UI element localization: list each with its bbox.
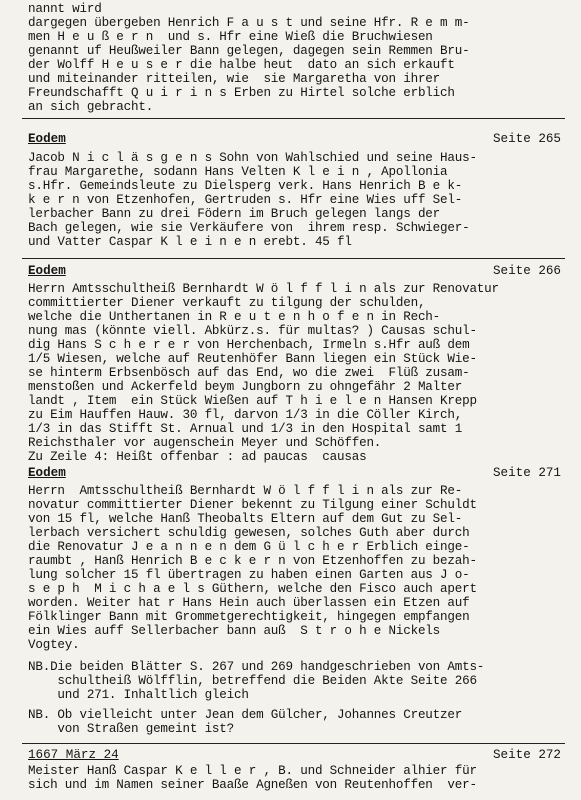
text-line: lerbacher Bann zu drei Födern im Bruch gelegen langs der: [28, 207, 441, 221]
text-line: genannt uf Heußweiler Bann gelegen, dagegen sein Remmen Bru-: [28, 44, 470, 58]
text-line: und miteinander ritteilen, wie sie Margaretha von ihrer: [28, 72, 441, 86]
text-line: Herrn Amtsschultheiß Bernhardt W ö l f f l i n als zur Renovatur: [28, 282, 499, 296]
entry-date: Eodem: [28, 132, 66, 146]
text-line: Meister Hanß Caspar K e l l e r , B. und Schneider alhier für: [28, 764, 477, 778]
divider: [22, 118, 565, 119]
text-line: der Wolff H e u s e r die halbe heut dato an sich erkauft: [28, 58, 455, 72]
divider: [22, 258, 565, 259]
entry-date: Eodem: [28, 466, 66, 480]
text-line: worden. Weiter hat r Hans Hein auch überlassen ein Etzen auf: [28, 596, 470, 610]
text-line: se hinterm Erbsenbösch auf das End, wo die zwei Flüß zusam-: [28, 366, 470, 380]
note-line: und 271. Inhaltlich gleich: [28, 688, 249, 702]
entry-header: [28, 748, 561, 763]
divider: [22, 743, 565, 744]
text-line: sich und im Namen seiner Baaße Agneßen von Reutenhoffen ver-: [28, 778, 477, 792]
text-line: frau Margarethe, sodann Hans Velten K l e i n , Apollonia: [28, 165, 448, 179]
text-line: lerbach versichert schuldig gewesen, solches Guth aber durch: [28, 526, 470, 540]
note-line: NB.Die beiden Blätter S. 267 und 269 handgeschrieben von Amts-: [28, 660, 485, 674]
text-line: raumbt , Hanß Henrich B e c k e r n von Etzenhoffen zu bezah-: [28, 554, 477, 568]
text-line: menstoßen und Ackerfeld beym Jungborn zu ohngefähr 2 Malter: [28, 380, 463, 394]
text-line: welche die Unthertanen in R e u t e n h o f e n in Rech-: [28, 310, 441, 324]
page-reference: Seite 266: [492, 264, 561, 278]
text-line: nung mas (könnte viell. Abkürz.s. für multas? ) Causas schul-: [28, 324, 477, 338]
text-line: die Renovatur J e a n n e n dem G ü l c h e r Erblich einge-: [28, 540, 470, 554]
text-line: 1/5 Wiesen, welche auf Reutenhöfer Bann liegen ein Stück Wie-: [28, 352, 477, 366]
text-line: lung solcher 15 fl übertragen zu haben einen Garten aus J o-: [28, 568, 470, 582]
text-line: Herrn Amtsschultheiß Bernhardt W ö l f f l i n als zur Re-: [28, 484, 463, 498]
text-line: ein Wies auff Sellerbacher bann auß S t r o h e Nickels: [28, 624, 441, 638]
text-line: men H e u ß e r n und s. Hfr eine Wieß die Bruchwiesen: [28, 30, 433, 44]
text-line: an sich gebracht.: [28, 100, 154, 114]
text-line: zu Eim Hauffen Hauw. 30 fl, darvon 1/3 in die Cöller Kirch,: [28, 408, 463, 422]
text-line: s e p h M i c h a e l s Güthern, welche den Fisco auch apert: [28, 582, 477, 596]
entry-header: [28, 132, 561, 147]
text-line: s.Hfr. Gemeindsleute zu Dielsperg verk. Hans Henrich B e k-: [28, 179, 463, 193]
text-line: committierter Diener verkauft zu tilgung der schulden,: [28, 296, 426, 310]
text-line: nannt wird: [28, 2, 102, 16]
text-line: novatur committierter Diener bekennt zu Tilgung einer Schuldt: [28, 498, 477, 512]
text-line: k e r n von Etzenhofen, Gertruden s. Hfr eine Wies uff Sel-: [28, 193, 463, 207]
text-line: Freundschafft Q u i r i n s Erben zu Hirtel solche erblich: [28, 86, 455, 100]
text-line: und Vatter Caspar K l e i n e n erebt. 45 fl: [28, 235, 352, 249]
text-line: Zu Zeile 4: Heißt offenbar : ad paucas causas: [28, 450, 367, 464]
page-reference: Seite 265: [492, 132, 561, 146]
text-line: dig Hans S c h e r e r von Herchenbach, Irmeln s.Hfr auß dem: [28, 338, 470, 352]
text-line: Fölklinger Bann mit Grommetgerechtigkeit, hingegen empfangen: [28, 610, 470, 624]
note-line: schultheiß Wölfflin, betreffend die Beiden Akte Seite 266: [28, 674, 477, 688]
text-line: landt , Item ein Stück Wießen auf T h i e l e n Hansen Krepp: [28, 394, 477, 408]
note-line: NB. Ob vielleicht unter Jean dem Gülcher, Johannes Creutzer: [28, 708, 463, 722]
page-reference: Seite 271: [492, 466, 561, 480]
text-line: dargegen übergeben Henrich F a u s t und seine Hfr. R e m m-: [28, 16, 470, 30]
note-line: von Straßen gemeint ist?: [28, 722, 235, 736]
entry-header: [28, 466, 561, 481]
entry-header: [28, 264, 561, 279]
text-line: von 15 fl, welche Hanß Theobalts Eltern auf dem Gut zu Sel-: [28, 512, 463, 526]
text-line: Reichsthaler vor augenschein Meyer und Schöffen.: [28, 436, 382, 450]
text-line: Jacob N i c l ä s g e n s Sohn von Wahlschied und seine Haus-: [28, 151, 477, 165]
text-line: Vogtey.: [28, 638, 80, 652]
entry-date: 1667 März 24: [28, 748, 119, 762]
text-line: 1/3 in das Stifft St. Arnual und 1/3 in den Hospital samt 1: [28, 422, 463, 436]
page-reference: Seite 272: [492, 748, 561, 762]
text-line: Bach gelegen, wie sie Verkäufere von ihrem resp. Schwieger-: [28, 221, 470, 235]
entry-date: Eodem: [28, 264, 66, 278]
